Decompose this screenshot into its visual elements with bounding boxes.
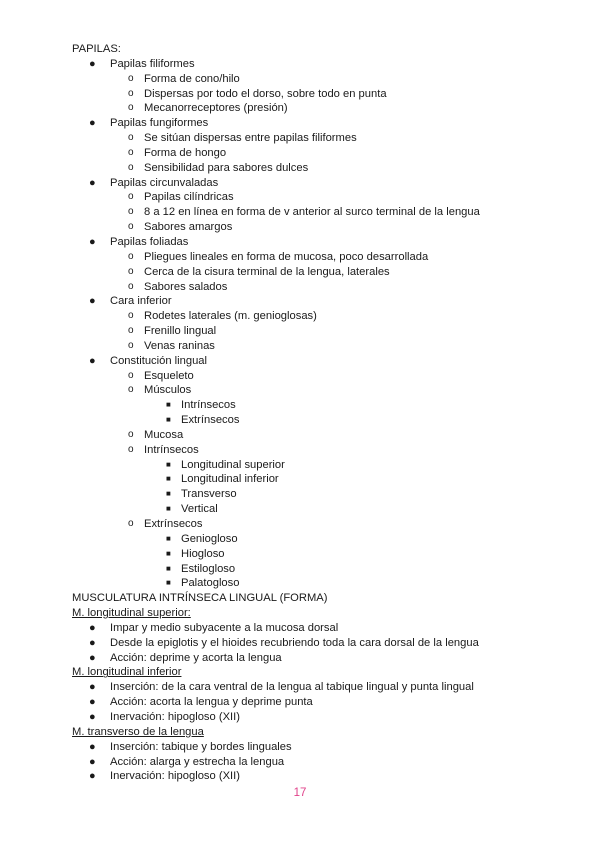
bullet-square-icon: ■ — [166, 563, 171, 573]
list-item — [72, 161, 552, 176]
list-item — [72, 443, 552, 458]
bullet-circle-icon: o — [128, 206, 134, 218]
list-item — [72, 339, 552, 354]
line-text: Hiogloso — [181, 547, 225, 560]
list-item — [72, 517, 552, 532]
line-text: Constitución lingual — [110, 354, 208, 367]
page-number: 17 — [293, 787, 307, 799]
bullet-circle-icon: o — [128, 339, 134, 351]
bullet-circle-icon: o — [128, 369, 134, 381]
list-item — [72, 472, 552, 487]
list-item — [72, 131, 552, 146]
list-item — [72, 280, 552, 295]
list-item — [72, 547, 552, 562]
line-text: Estilogloso — [181, 562, 236, 575]
bullet-disc-icon: ● — [89, 696, 96, 709]
line-text: Longitudinal inferior — [181, 473, 279, 486]
list-item — [72, 428, 552, 443]
bullet-circle-icon: o — [128, 310, 134, 322]
bullet-disc-icon: ● — [89, 354, 96, 367]
bullet-disc-icon: ● — [89, 681, 96, 694]
list-item — [72, 458, 552, 473]
list-item — [72, 383, 552, 398]
line-text: Extrínsecos — [181, 414, 240, 427]
bullet-disc-icon: ● — [89, 621, 96, 634]
list-item — [72, 621, 552, 636]
list-item — [72, 324, 552, 339]
bullet-disc-icon: ● — [89, 295, 96, 308]
bullet-square-icon: ■ — [166, 489, 171, 499]
line-text: Acción: alarga y estrecha la lengua — [110, 755, 285, 768]
bullet-circle-icon: o — [128, 250, 134, 262]
list-item — [72, 309, 552, 324]
bullet-square-icon: ■ — [166, 415, 171, 425]
section-heading — [72, 665, 552, 680]
list-item — [72, 72, 552, 87]
line-text: Forma de cono/hilo — [144, 72, 240, 85]
bullet-square-icon: ■ — [166, 400, 171, 410]
line-text: Intrínsecos — [181, 399, 236, 412]
line-text: M. longitudinal superior: — [72, 607, 191, 620]
list-item — [72, 740, 552, 755]
list-item — [72, 369, 552, 384]
list-item — [72, 398, 552, 413]
list-item — [72, 413, 552, 428]
bullet-circle-icon: o — [128, 265, 134, 277]
line-text: Vertical — [181, 503, 218, 516]
line-text: Desde la epiglotis y el hioides recubriendo toda la cara dorsal de la lengua — [110, 636, 479, 649]
line-text: Acción: deprime y acorta la lengua — [110, 651, 282, 664]
line-text: Inervación: hipogloso (XII) — [110, 770, 240, 783]
list-item — [72, 680, 552, 695]
list-item — [72, 651, 552, 666]
list-item — [72, 57, 552, 72]
bullet-disc-icon: ● — [89, 117, 96, 130]
list-item — [72, 190, 552, 205]
bullet-circle-icon: o — [128, 102, 134, 114]
line-text: Músculos — [144, 384, 192, 397]
section-heading — [72, 606, 552, 621]
list-item — [72, 116, 552, 131]
list-item — [72, 235, 552, 250]
bullet-circle-icon: o — [128, 221, 134, 233]
bullet-disc-icon: ● — [89, 755, 96, 768]
line-text: Impar y medio subyacente a la mucosa dorsal — [110, 621, 339, 634]
bullet-disc-icon: ● — [89, 636, 96, 649]
line-text: Pliegues lineales en forma de mucosa, poco desarrollada — [144, 250, 429, 263]
line-text: Mecanorreceptores (presión) — [144, 102, 288, 115]
line-text: Cerca de la cisura terminal de la lengua, laterales — [144, 265, 390, 278]
list-item — [72, 502, 552, 517]
bullet-square-icon: ■ — [166, 459, 171, 469]
line-text: MUSCULATURA INTRÍNSECA LINGUAL (FORMA) — [72, 592, 328, 605]
line-text: 8 a 12 en línea en forma de v anterior al surco terminal de la lengua — [144, 206, 480, 219]
bullet-square-icon: ■ — [166, 548, 171, 558]
bullet-square-icon: ■ — [166, 578, 171, 588]
list-item — [72, 755, 552, 770]
line-text: Mucosa — [144, 428, 184, 441]
list-item — [72, 205, 552, 220]
line-text: Papilas circunvaladas — [110, 176, 219, 189]
list-item — [72, 576, 552, 591]
bullet-square-icon: ■ — [166, 504, 171, 514]
document-body — [72, 42, 552, 784]
bullet-disc-icon: ● — [89, 740, 96, 753]
line-text: Venas raninas — [144, 339, 215, 352]
bullet-circle-icon: o — [128, 191, 134, 203]
line-text: Inserción: de la cara ventral de la lengua al tabique lingual y punta lingual — [110, 681, 474, 694]
bullet-circle-icon: o — [128, 72, 134, 84]
line-text: Sabores amargos — [144, 221, 233, 234]
bullet-circle-icon: o — [128, 161, 134, 173]
section-heading — [72, 591, 552, 606]
section-heading — [72, 725, 552, 740]
line-text: PAPILAS: — [72, 43, 121, 55]
line-text: Intrínsecos — [144, 443, 199, 456]
list-item — [72, 265, 552, 280]
list-item — [72, 250, 552, 265]
list-item — [72, 176, 552, 191]
bullet-disc-icon: ● — [89, 57, 96, 70]
line-text: Rodetes laterales (m. genioglosas) — [144, 310, 317, 323]
bullet-disc-icon: ● — [89, 770, 96, 783]
line-text: Sensibilidad para sabores dulces — [144, 161, 309, 174]
bullet-square-icon: ■ — [166, 533, 171, 543]
list-item — [72, 87, 552, 102]
list-item — [72, 562, 552, 577]
list-item — [72, 532, 552, 547]
section-heading — [72, 42, 552, 57]
line-text: Inserción: tabique y bordes linguales — [110, 740, 292, 753]
list-item — [72, 294, 552, 309]
bullet-circle-icon: o — [128, 518, 134, 529]
list-item — [72, 354, 552, 369]
line-text: Extrínsecos — [144, 518, 203, 530]
list-item — [72, 769, 552, 784]
list-item — [72, 101, 552, 116]
list-item — [72, 220, 552, 235]
bullet-circle-icon: o — [128, 280, 134, 292]
bullet-circle-icon: o — [128, 87, 134, 99]
bullet-circle-icon: o — [128, 443, 134, 455]
line-text: Transverso — [181, 488, 237, 501]
line-text: Esqueleto — [144, 369, 194, 382]
line-text: Cara inferior — [110, 295, 172, 308]
line-text: Papilas foliadas — [110, 235, 189, 248]
bullet-circle-icon: o — [128, 146, 134, 158]
bullet-circle-icon: o — [128, 132, 134, 144]
bullet-circle-icon: o — [128, 384, 134, 396]
line-text: Acción: acorta la lengua y deprime punta — [110, 696, 313, 709]
list-item — [72, 695, 552, 710]
line-text: Frenillo lingual — [144, 325, 217, 338]
line-text: Sabores salados — [144, 280, 228, 293]
bullet-disc-icon: ● — [89, 651, 96, 664]
line-text: Papilas filiformes — [110, 57, 195, 70]
line-text: Dispersas por todo el dorso, sobre todo en punta — [144, 87, 387, 100]
bullet-square-icon: ■ — [166, 474, 171, 484]
line-text: Se sitúan dispersas entre papilas filiformes — [144, 132, 357, 145]
bullet-disc-icon: ● — [89, 176, 96, 189]
list-item — [72, 146, 552, 161]
bullet-disc-icon: ● — [89, 710, 96, 723]
bullet-circle-icon: o — [128, 428, 134, 440]
bullet-disc-icon: ● — [89, 235, 96, 248]
line-text: Geniogloso — [181, 532, 238, 545]
line-text: M. transverso de la lengua — [72, 725, 204, 738]
list-item — [72, 710, 552, 725]
list-item — [72, 636, 552, 651]
line-text: Forma de hongo — [144, 146, 227, 159]
line-text: Inervación: hipogloso (XII) — [110, 710, 240, 723]
line-text: Papilas fungiformes — [110, 117, 209, 130]
list-item — [72, 487, 552, 502]
bullet-circle-icon: o — [128, 325, 134, 337]
line-text: Papilas cilíndricas — [144, 191, 234, 204]
line-text: Palatogloso — [181, 577, 240, 590]
line-text: M. longitudinal inferior — [72, 666, 182, 679]
line-text: Longitudinal superior — [181, 458, 285, 471]
